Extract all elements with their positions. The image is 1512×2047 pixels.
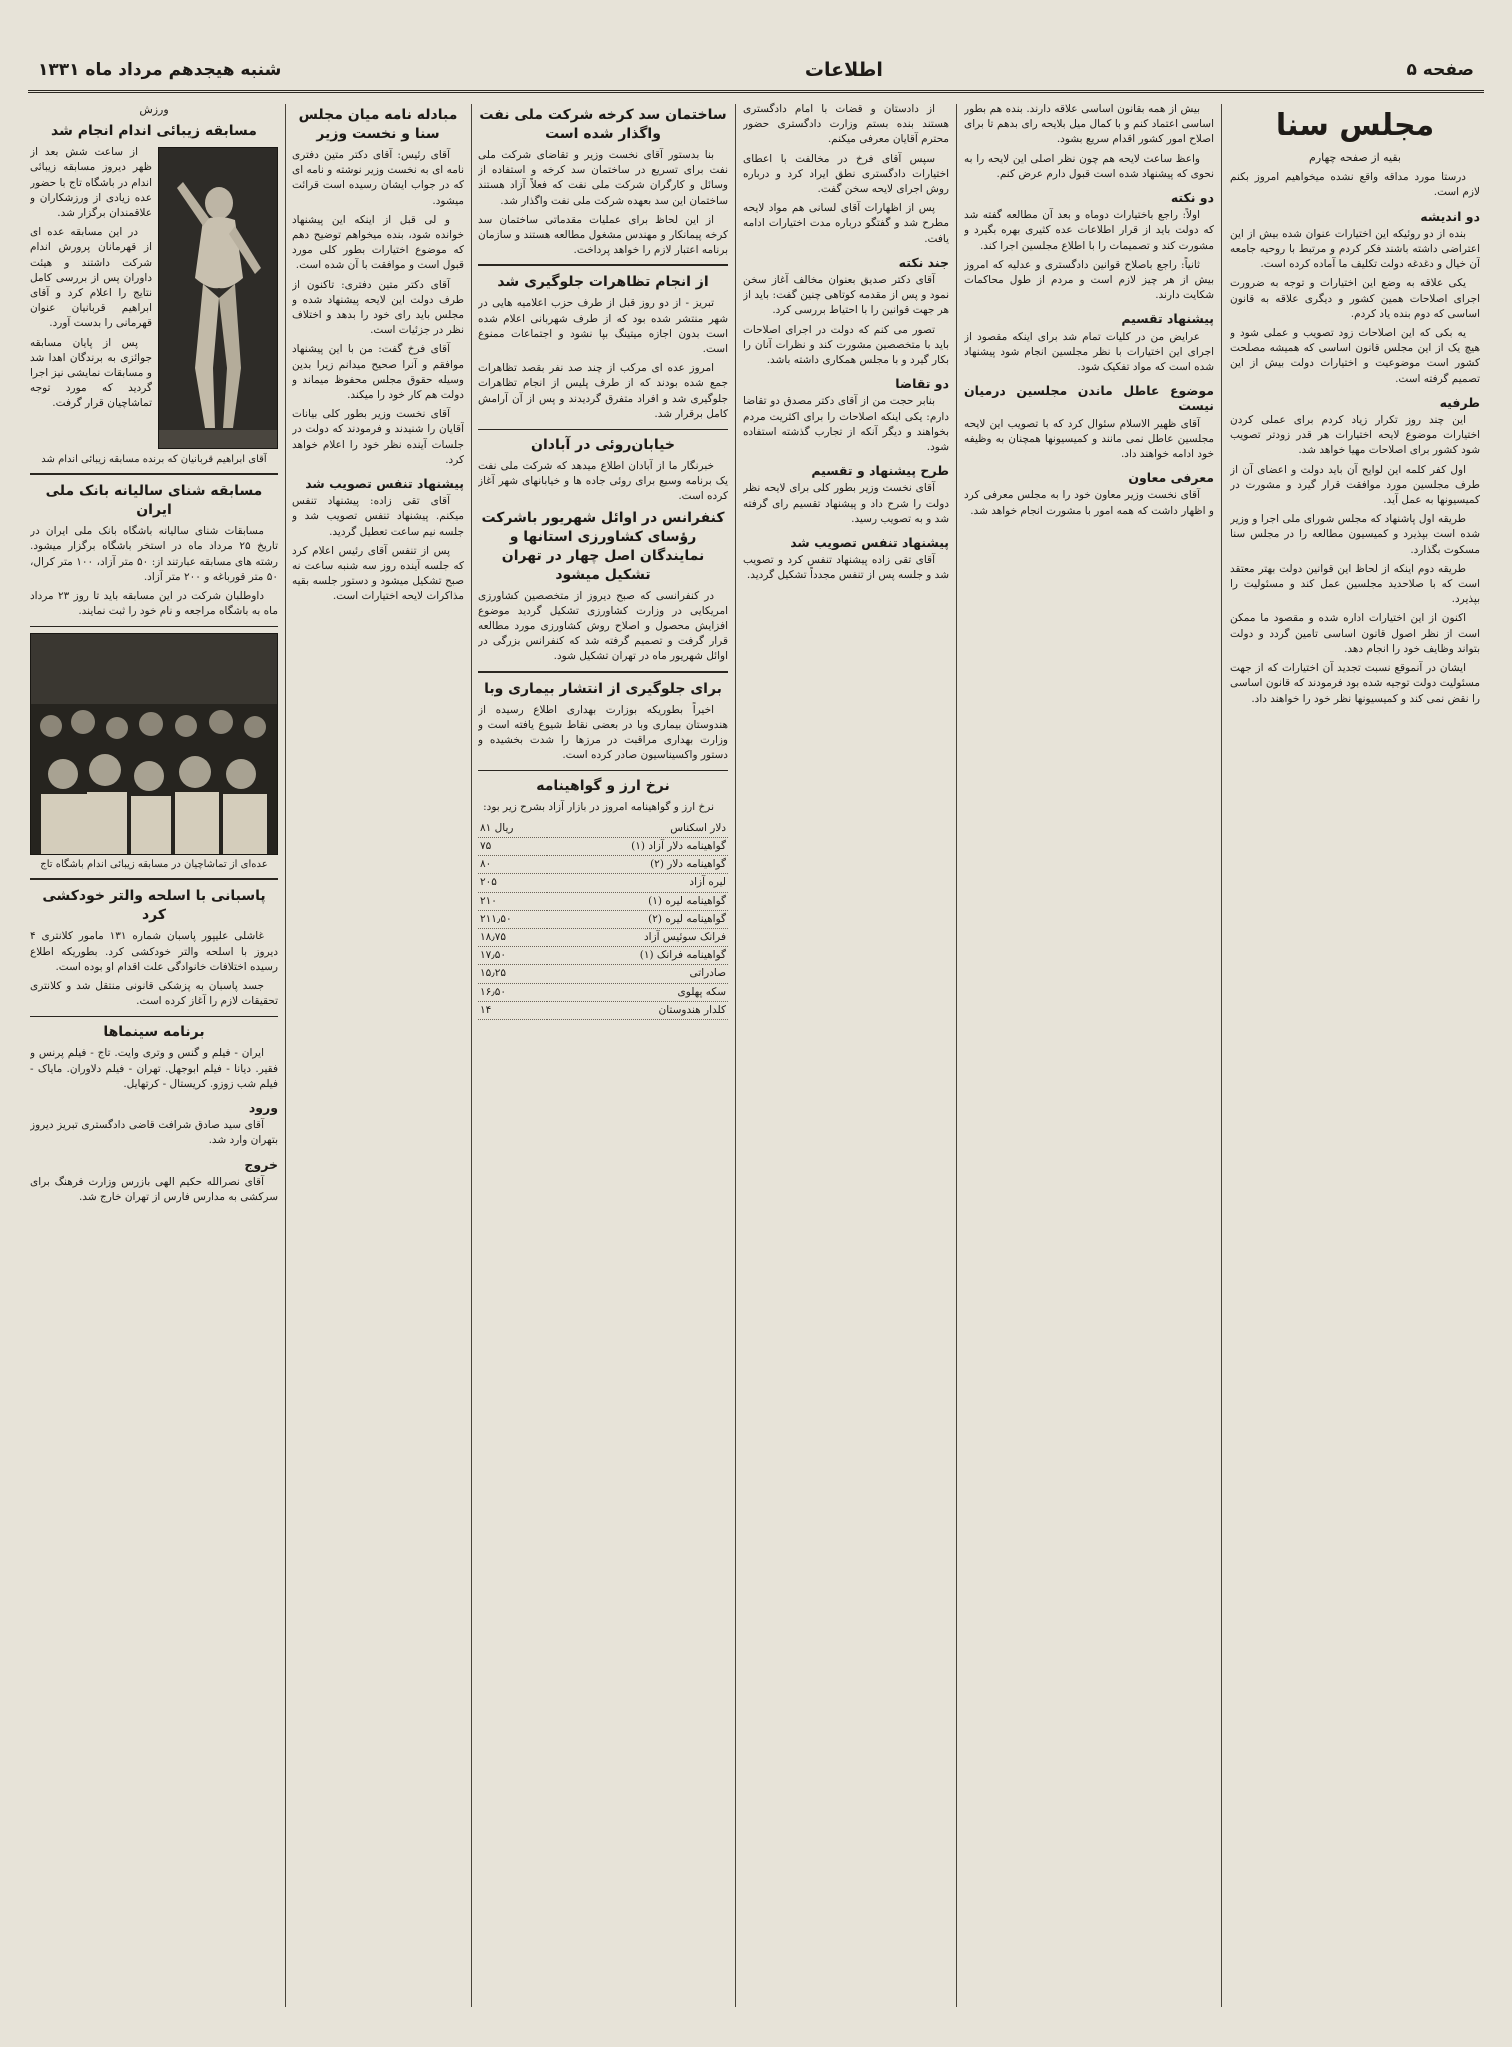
article-paragraph: آقای دکتر صدیق بعنوان مخالف آغاز سخن نمود و پس از مقدمه کوتاهی چنین گفت: باید از هر جهت قوانین را با احتیاط بررسی کرد. [743,274,949,317]
article-paragraph: یکی علاقه به وضع این اختیارات و توجه به ضرورت اجرای اصلاحات همین کشور و دیگری علاقه به قانون اساسی که دوم بنده یاد کردم. [1230,277,1480,320]
article-paragraph: جسد پاسبان به پزشکی قانونی منتقل شد و کلانتری تحقیقات لازم را آغاز کرده است. [30,980,278,1008]
rate-value: ۸۰ [478,856,547,874]
rate-value: ۲۱۰ [478,892,547,910]
article-paragraph: ثانیاً: راجع باصلاح قوانین دادگستری و عدلیه که امروز بیش از هر چیز لازم است و مردم از طول محاکمات شکایت دارند. [964,258,1214,302]
bodybuilder-image [159,148,277,448]
article-paragraph: آقای نخست وزیر معاون خود را به مجلس معرفی کرد و اظهار داشت که همه امور با مشورت انجام خواهد شد. [964,489,1214,517]
section-heading: خروج [244,1156,278,1172]
column-rule [735,104,736,2007]
article-paragraph: آقای ظهیر الاسلام سئوال کرد که با تصویب این لایحه مجلسین عاطل نمی مانند و کمیسیونها همچنان به وظیفه خود ادامه خواهند داد. [964,417,1214,461]
headline-bodybuilding: مسابقه زیبائی اندام انجام شد [51,123,257,140]
rate-row [478,892,728,910]
rate-label: گواهینامه لیره (۲) [547,910,728,928]
article-paragraph: از ساعت شش بعد از ظهر دیروز مسابقه زیبائی اندام در باشگاه تاج با حضور عده زیادی از ورزشکاران و علاقمندان برگزار شد. [30,146,152,220]
rate-value: ۸۱ ریال [478,820,547,838]
headline-swimming: مسابقه شنای سالیانه بانک ملی ایران [45,483,263,519]
article-paragraph: غاشلی علیپور پاسبان شماره ۱۳۱ مامور کلانتری ۴ دیروز با اسلحه والتر خودکشی کرد. بطوریکه اطلاع رسیده اختلافات خانوادگی علت اقدام او بوده است. [30,930,278,973]
article-paragraph: داوطلبان شرکت در این مسابقه باید تا روز ۲۳ مرداد ماه به باشگاه مراجعه و نام خود را ثبت نمایند. [30,590,278,618]
rate-row [478,820,728,838]
rate-row [478,874,728,892]
news-column [478,102,728,2011]
senate-kicker: بقیه از صفحه چهارم [1309,151,1401,164]
article-paragraph: یه بکی که این اصلاحات زود تصویب و عملی شود و هیچ یک از این مجلس قانون اساسی که همیشه مصلحت کشور است موضوعیت و اختیارات دولت بیش از این تصمیم گرفته است. [1230,327,1480,385]
section-heading: جند نکته [898,254,949,270]
article-paragraph: آقای تقی زاده پیشنهاد تنفس کرد و تصویب شد و جلسه پس از تنفس مجدداً تشکیل گردید. [743,554,949,582]
article-paragraph: اکنون از این اختیارات اداره شده و مقصود ما ممکن است از نظر اصول قانون اساسی تامین گردد و دولت بتواند وظایف خود را انجام دهد. [1230,612,1480,655]
headline-abadan: خیابان‌روئی در آبادان [531,437,675,454]
section-heading: پیشنهاد تقسیم [1121,311,1214,327]
article-paragraph: در کنفرانسی که صبح دیروز از متخصصین کشاورزی امریکایی در وزارت کشاورزی تشکیل گردید موضوع افزایش محصول و اصلاح روش کشاورزی مورد مطالعه قرار گرفت و تصمیم گرفته شد که کنفرانس بزرگی در اوائل شهریور ماه در تهران تشکیل شود. [478,589,728,663]
section-heading: موضوع عاطل ماندن مجلسین درمیان نیست [964,383,1214,414]
section-heading: طرفیه [1439,394,1480,410]
section-heading: دو تقاضا [895,376,949,392]
headline-letters: مبادله نامه میان مجلس سنا و نخست وزیر [298,107,458,142]
rate-label: صادراتی [547,965,728,983]
article-paragraph: این چند روز تکرار زیاد کردم برای عملی کردن اختیارات موضوع لایحه اختیارات هر قدر زودتر تصویب شود کشور برای اصلاحات مهیا خواهد شد. [1230,414,1480,457]
rate-label: دلار اسکناس [547,820,728,838]
rate-label: گواهینامه لیره (۱) [547,892,728,910]
section-heading: پیشنهاد تنفس تصویب شد [305,476,464,492]
masthead [28,50,1484,93]
senate-title: مجلس سنا [1275,108,1435,143]
rate-label: لیره آزاد [547,874,728,892]
paper-name: اطلاعات [804,59,883,81]
article-paragraph: بنابر حجت من از آقای دکتر مصدق دو تقاضا دارم: یکی اینکه اصلاحات را برای اکثریت مردم بخواهند و دیگر آنکه از تجارب گذشته استفاده شود. [743,395,949,454]
article-paragraph: آقای نخست وزیر بطور کلی بیانات آقایان را شنیدند و فرمودند که دولت در جلسات آینده نظر خود را اعلام خواهد کرد. [292,408,464,466]
rate-label: گواهینامه دلار (۲) [547,856,728,874]
article-paragraph: پس از پایان مسابقه جوائزی به برندگان اهدا شد و مسابقات نمایشی نیز اجرا گردید که مورد توجه تماشاچیان قرار گرفت. [30,336,152,410]
rate-row [478,856,728,874]
rate-row [478,837,728,855]
article-paragraph: از دادستان و قضات با امام دادگستری هستند بنده بستم وزارت دادگستری حضور محترم آقایان معرفی میکنم. [743,103,949,146]
photo-caption: عده‌ای از تماشاچیان در مسابقه زیبائی اندام باشگاه تاج [40,859,268,871]
rate-row [478,1001,728,1019]
rate-label: گواهینامه فرانک (۱) [547,947,728,965]
article-paragraph: بنا بدستور آقای نخست وزیر و تقاضای شرکت ملی نفت برای تسریع در ساختمان سد کرخه و استفاده از وسائل و کارگران شرکت ملی نفت که فعلاً آزاد هستند ساختمان این سد بعهده شرکت ملی نفت واگذار شد. [478,149,728,207]
senate-column [1230,102,1480,2011]
headline-dam: ساختمان سد کرخه شرکت ملی نفت واگذار شده است [479,107,727,142]
rate-value: ۱۶٫۵۰ [478,983,547,1001]
article-paragraph: آقای دکتر متین دفتری: تاکنون از طرف دولت این لایحه پیشنهاد شده و مجلس باید رای خود را بدهد و اختلاف نظر در جزئیات است. [292,278,464,337]
article-paragraph: در این مسابقه عده ای از قهرمانان پرورش اندام شرکت داشتند و هیئت داوران پس از بررسی کامل نتایج را اعلام کرد و آقای ابراهیم قربانیان عنوان قهرمانی را بدست آورد. [30,226,152,330]
rate-value: ۱۵٫۲۵ [478,965,547,983]
rate-label: فرانک سوئیس آزاد [547,928,728,946]
headline-protest: از انجام تظاهرات جلوگیری شد [497,274,709,291]
headline-cholera: برای جلوگیری از انتشار بیماری وبا [484,680,722,697]
letters-column [292,102,464,2011]
column-rule [471,104,472,2007]
rate-row [478,947,728,965]
article-paragraph: آقای سید صادق شرافت قاضی دادگستری تبریز دیروز بتهران وارد شد. [30,1119,278,1147]
column-rule [1221,104,1222,2007]
section-heading: طرح پیشنهاد و تقسیم [811,463,949,479]
rate-value: ۷۵ [478,837,547,855]
headline-cinemas: برنامه سینماها [103,1024,205,1041]
section-label: ورزش [139,103,169,116]
rate-row [478,928,728,946]
article-paragraph: ایشان در آنموقع نسبت تجدید آن اختیارات که از جهت مسئولیت دولت توجیه شده بود فرمودند که قانون اساسی را نقض نمی کند و کمیسیونها نظر خود را خواهند داد. [1230,662,1480,705]
article-paragraph: امروز عده ای مرکب از چند صد نفر بقصد تظاهرات جمع شده بودند که از طرف پلیس از انجام تظاهرات جلوگیری شد و افراد متفرق گردیدند و پس از آن آرامش کامل برقرار شد. [478,362,728,420]
article-paragraph: بیش از همه بقانون اساسی علاقه دارند. بنده هم بطور اساسی اعتماد کنم و با کمال میل بلایحه رای بدهم تا برای اصلاح امور کشور اقدام سریع بشود. [964,103,1214,146]
rate-value: ۱۷٫۵۰ [478,947,547,965]
column-rule [285,104,286,2007]
article-paragraph: از این لحاظ برای عملیات مقدماتی ساختمان سد کرخه پیمانکار و مهندس مشغول مطالعه هستند و سازمان برنامه اعتبار لازم را خواهد پرداخت. [478,213,728,257]
sports-column [30,102,278,2011]
rate-label: سکه پهلوی [547,983,728,1001]
article-paragraph: آقای تقی زاده: پیشنهاد تنفس میکنم. پیشنهاد تنفس تصویب شد و جلسه نیم ساعت تعطیل گردید. [292,495,464,538]
bodybuilder-photo [158,147,278,449]
issue-date: شنبه هیجدهم مرداد ماه ۱۳۳۱ [38,60,282,80]
headline-exchange-rates: نرخ ارز و گواهینامه [536,778,670,795]
article-paragraph: واعظ ساعت لایحه هم چون نظر اصلی این لایحه را به نحوی که پیشنهاد شده است قبول دارم عرض کنم. [964,152,1214,180]
photo-caption: آقای ابراهیم قربانیان که برنده مسابقه زیبائی اندام شد [41,454,267,466]
debate-column [743,102,949,2011]
article-paragraph: عرایض من در کلیات تمام شد برای اینکه مقصود از اجرای این اختیارات با نظر مجلسین انجام شود پیشنهاد شده است که مواد تفکیک شود. [964,330,1214,374]
rate-value: ۱۴ [478,1001,547,1019]
rate-row [478,983,728,1001]
article-paragraph: مسابقات شنای سالیانه باشگاه بانک ملی ایران در تاریخ ۲۵ مرداد ماه در استخر باشگاه برگزار میشود. رشته های مسابقه عبارتند از: ۵۰ متر آزاد، ۱۰۰ متر کرال، ۵۰ متر قورباغه و ۲۰۰ متر آزاد. [30,525,278,583]
article-paragraph: تصور می کنم که دولت در اجرای اصلاحات باید با متخصصین مشورت کند و نظرات آنان را بکار گیرد و با مجلس همکاری داشته باشد. [743,323,949,367]
page-number: صفحه ۵ [1406,60,1474,80]
article-paragraph: آقای نصرالله حکیم الهی بازرس وزارت فرهنگ برای سرکشی به مدارس فارس از تهران خارج شد. [30,1175,278,1204]
exchange-rate-table [478,820,728,1020]
column-rule [956,104,957,2007]
section-heading: معرفی معاون [1128,470,1214,486]
article-paragraph: اول کفر کلمه این لوایح آن باید دولت و اعضای آن از طرف مجلسین مورد موافقت قرار گیرد و مشورت در کمیسیونها به عمل آید. [1230,463,1480,507]
rate-value: ۱۸٫۷۵ [478,928,547,946]
rate-label: کلدار هندوستان [547,1001,728,1019]
article-paragraph: آقای نخست وزیر بطور کلی برای لایحه نظر دولت را شرح داد و پیشنهاد تقسیم رای گرفته شد و به تصویب رسید. [743,482,949,525]
article-paragraph: نرخ ارز و گواهینامه امروز در بازار آزاد بشرح زیر بود: [483,801,714,814]
article-paragraph: طریقه اول پاشنهاد که مجلس شورای ملی اجرا و وزیر شده است بپذیرد و کمیسیون مطالعه را در مجلس سنا مسکوت بگذارد. [1230,513,1480,556]
rate-value: ۲۰۵ [478,874,547,892]
headline-suicide: پاسبانی با اسلحه والتر خودکشی کرد [42,888,266,924]
article-paragraph: پس از اظهارات آقای لسانی هم مواد لایحه مطرح شد و گفتگو درباره مدت اختیارات ادامه یافت. [743,202,949,245]
section-heading: پیشنهاد تنفس تصویب شد [790,535,949,551]
rate-row [478,965,728,983]
article-paragraph: آقای رئیس: آقای دکتر متین دفتری نامه ای به نخست وزیر نوشته و نامه ای که در جواب ایشان رسیده است قرائت میشود. [292,149,464,207]
assembly-column [964,102,1214,2011]
article-paragraph: بنده از دو روئیکه این اختیارات عنوان شده بیش از این اعتراضی داشته باشند فکر کردم و مرتبط با روحیه جامعه آن خیال و دغدغه دولت تکلیف ما آماده کرده است. [1230,227,1480,271]
article-paragraph: و لی قبل از اینکه این پیشنهاد خوانده شود، بنده میخواهم توضیح دهم که موضوع اختیارات بطور کلی مورد قبول است و موافقت با آن شده است. [292,213,464,272]
article-paragraph: طریقه دوم اینکه از لحاظ این قوانین دولت بهتر معتقد است که با صلاحدید مجلسین عمل کند و مسئولیت را بپذیرد. [1230,562,1480,606]
rate-label: گواهینامه دلار آزاد (۱) [547,837,728,855]
section-heading: دو نکته [1170,190,1214,206]
audience-photo [30,633,278,855]
section-heading: ورود [248,1100,278,1116]
article-paragraph: آقای فرخ گفت: من با این پیشنهاد موافقم و آنرا صحیح میدانم زیرا بدین وسیله حقوق مجلس محفوظ میماند و دولت هم کار خود را میکند. [292,343,464,402]
article-paragraph: تبریز - از دو روز قبل از طرف حزب اعلامیه هایی در شهر منتشر شده بود که از طرف شهربانی اعلام شده است بدون اجازه میتینگ بپا نشود و اجتماعات ممنوع است. [478,297,728,356]
newspaper-page [28,28,1484,2023]
headline-conference: کنفرانس در اوائل شهریور باشرکت رؤسای کشاورزی استانها و نمایندگان اصل چهار در تهران تشکیل میشود [481,509,725,583]
article-paragraph: سپس آقای فرخ در مخالفت با اعطای اختیارات دادگستری نطق ایراد کرد و درباره روش اجرای لایحه سخن گفت. [743,152,949,196]
rate-row [478,910,728,928]
audience-image [31,634,277,854]
rate-value: ۲۱۱٫۵۰ [478,910,547,928]
article-paragraph: درستا مورد مداقه واقع نشده میخواهیم امروز بکنم لازم است. [1230,171,1480,199]
article-paragraph: پس از تنفس آقای رئیس اعلام کرد که جلسه آینده روز سه شنبه ساعت نه صبح تشکیل میشود و دستور جلسه بقیه مذاکرات لایحه اختیارات است. [292,544,464,603]
article-paragraph: اولاً: راجع باختیارات دوماه و بعد آن مطالعه گفته شد که دولت باید از قرار اطلاعات عده کثیری بهره بگیرد و مشورت کند و تصمیمات را با اطلاع مجلسین اجرا کند. [964,209,1214,252]
article-paragraph: ایران - فیلم و گنس و وتری وایت. تاج - فیلم پرنس و فقیر. دیانا - فیلم ابوجهل. تهران - فیلم دلاوران. مایاک - فیلم شب زوزو. کریستال - کرتهایل. [30,1047,278,1090]
section-heading: دو اندیشه [1420,208,1480,224]
article-paragraph: اخیراً بطوریکه بوزارت بهداری اطلاع رسیده از هندوستان بیماری وبا در بعضی نقاط شیوع یافته است و وزارت بهداری مراقبت در مرزها را شدت بخشیده و دستور واکسیناسیون صادر کرده است. [478,703,728,762]
article-paragraph: خبرنگار ما از آبادان اطلاع میدهد که شرکت ملی نفت یک برنامه وسیع برای روئی جاده ها و خیابانهای شهر آغاز کرده است. [478,460,728,503]
